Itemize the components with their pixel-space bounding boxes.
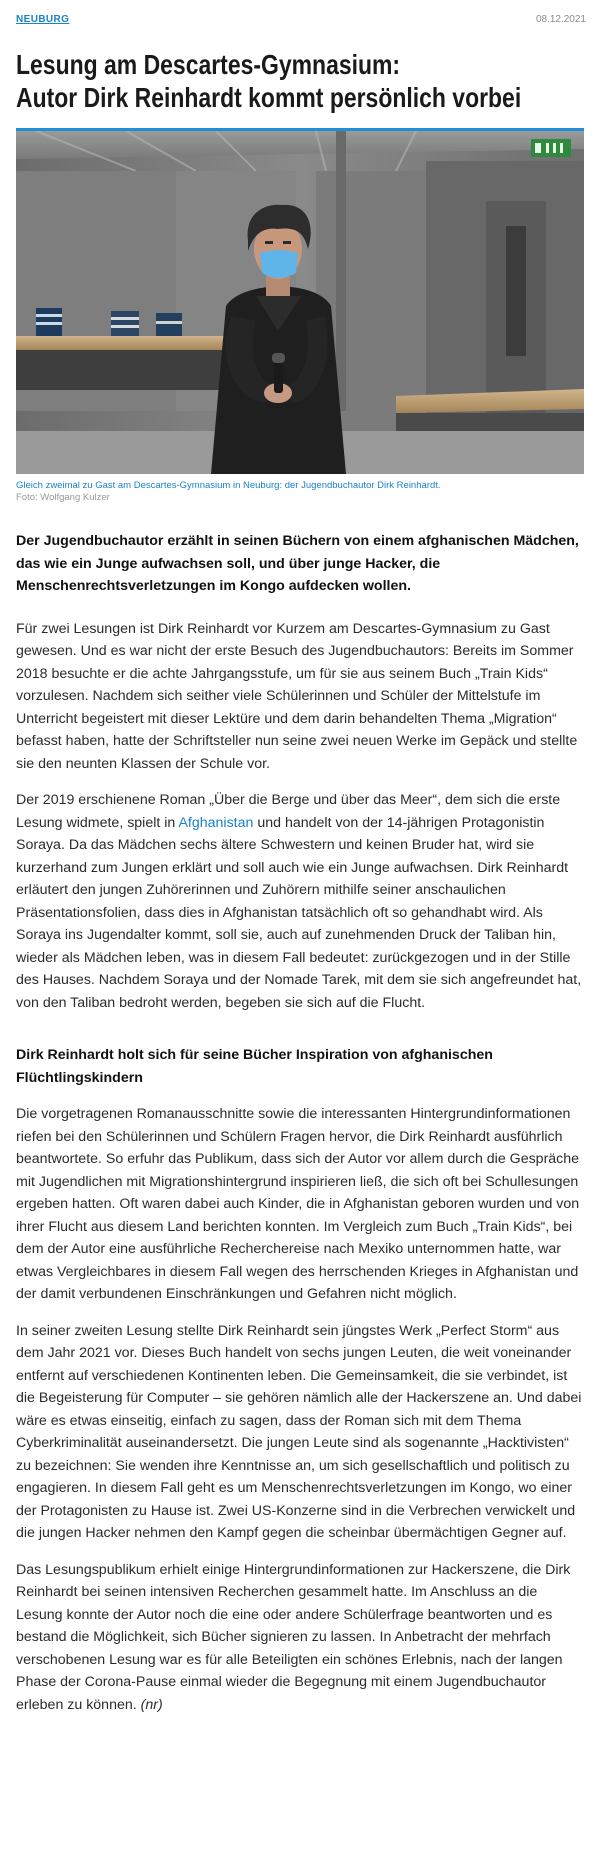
article-photo[interactable] [16, 131, 584, 474]
article-meta [0, 0, 600, 30]
title-line-1: Lesung am Descartes-Gymnasium: [16, 49, 401, 80]
paragraph-2-text-b: und handelt von der 14-jährigen Protagonistin Soraya. Da das Mädchen sechs ältere Schwestern und keinen Bruder hat, wird sie kurzerhand zum Jungen erklärt und soll auch wie ein Junge aufwachsen. Dirk Reinhardt erläutert den jungen Zuhörerinnen und Zuhörern mithilfe seiner anschaulichen Präsentationsfolien, dass dies in Afghanistan tatsächlich oft so gehandhabt wird. Als Soraya ins Jugendalter kommt, soll sie, auch auf zunehmenden Druck der Taliban hin, wieder als Mädchen leben, was in diesem Fall bedeutet: zurückgezogen und in der Stille des Hauses. Nachdem Soraya und der Nomade Tarek, mit dem sie sich angefreundet hat, von den Taliban bedroht werden, begeben sie sich auf die Flucht. [16, 814, 582, 1011]
paragraph-1: Für zwei Lesungen ist Dirk Reinhardt vor Kurzem am Descartes-Gymnasium zu Gast gewesen. Und es war nicht der erste Besuch des Jugendbuchautors: Bereits im Sommer 2018 besuchte er die achte Jahrgangsstufe, um für sie aus seinem Buch „Train Kids“ vorzulesen. Nachdem sich seither viele Schülerinnen und Schüler der Mittelstufe im Unterricht begeistert mit dieser Lektüre und dem darin behandelten Thema „Migration“ befasst haben, hatte der Schriftsteller nun seine zwei neuen Werke im Gepäck und stellte sie den neunten Klassen der Schule vor. [16, 620, 578, 772]
category-link[interactable]: NEUBURG [16, 14, 70, 25]
author-signoff: (nr) [140, 1696, 163, 1713]
title-line-2: Autor Dirk Reinhardt kommt persönlich vorbei [16, 82, 522, 113]
afghanistan-link[interactable]: Afghanistan [178, 814, 254, 831]
photo-illustration [16, 131, 584, 474]
paragraph-3: Die vorgetragenen Romanausschnitte sowie die interessanten Hintergrundinformationen riefen bei den Schülerinnen und Schülern Fragen hervor, die Dirk Reinhardt ausführlich beantwortete. So erfuhr das Publikum, dass sich der Autor vor allem durch die Gespräche mit Jugendlichen mit Migrationshintergrund inspirieren ließ, die sich oft bei Schullesungen ergeben hatten. Oft waren dabei auch Kinder, die in Afghanistan geboren wurden und von ihrer Flucht aus diesem Land berichten konnten. Im Vergleich zum Buch „Train Kids“, bei dem der Autor eine ausführliche Recherchereise nach Mexiko unternommen hatte, war etwas Vergleichbares in diesem Fall wegen des herrschenden Krieges in Afghanistan und der damit verbundenen Einschränkungen und Gefahren nicht möglich. [16, 1106, 580, 1302]
article-lead: Der Jugendbuchautor erzählt in seinen Büchern von einem afghanischen Mädchen, das wie ein Junge aufwachsen soll, und über junge Hacker, die Menschenrechtsverletzungen im Kongo aufdecken wollen. [16, 533, 579, 594]
paragraph-5 [16, 1559, 584, 1717]
page-title [16, 48, 574, 128]
paragraph-2-text-a: Der 2019 erschienene Roman „Über die Berge und über das Meer“, dem sich die erste Lesung widmete, spielt in [16, 792, 561, 831]
photo-caption: Gleich zweimal zu Gast am Descartes-Gymnasium in Neuburg: der Jugendbuchautor Dirk Reinhardt. [16, 480, 441, 491]
publish-date: 08.12.2021 [535, 14, 586, 25]
paragraph-4: In seiner zweiten Lesung stellte Dirk Reinhardt sein jüngstes Werk „Perfect Storm“ aus dem Jahr 2021 vor. Dieses Buch handelt von sechs jungen Leuten, die weit voneinander entfernt auf verschiedenen Kontinenten leben. Die Gemeinsamkeit, die sie verbindet, ist die Begeisterung für Computer – sie gehören nämlich alle der Hackerszene an. Und dabei wäre es etwas einseitig, einfach zu sagen, dass der Roman sich mit dem Thema Cyberkriminalität auseinandersetzt. Die jungen Leute sind als sogenannte „Hacktivisten“ zu bezeichnen: Sie wenden ihre Kenntnisse an, um sich gesellschaftlich und politisch zu engagieren. In diesem Fall geht es um Menschenrechtsverletzungen im Kongo, wo einer der Protagonisten zu Hause ist. Zwei US-Konzerne sind in die Verbrechen verwickelt und die jungen Hacker nehmen den Kampf gegen die scheinbar übermächtigen Gegner auf. [16, 1322, 582, 1541]
section-subheading: Dirk Reinhardt holt sich für seine Bücher Inspiration von afghanischen Flüchtlingskindern [16, 1047, 493, 1086]
paragraph-2 [16, 789, 584, 1014]
photo-credit: Foto: Wolfgang Kulzer [16, 492, 110, 503]
paragraph-5-text: Das Lesungspublikum erhielt einige Hintergrundinformationen zur Hackerszene, die Dirk Reinhardt bei seinen intensiven Recherchen gesammelt hatte. Im Anschluss an die Lesung konnte der Autor noch die eine oder andere Schülerfrage beantworten und es bestand die Möglichkeit, sich Bücher signieren zu lassen. In Anbetracht der mehrfach verschobenen Lesung war es für alle Beteiligten ein schönes Erlebnis, nach der langen Phase der Corona-Pause einmal wieder die Begegnung mit einem Jugendbuchautor erleben zu können. [16, 1561, 571, 1713]
